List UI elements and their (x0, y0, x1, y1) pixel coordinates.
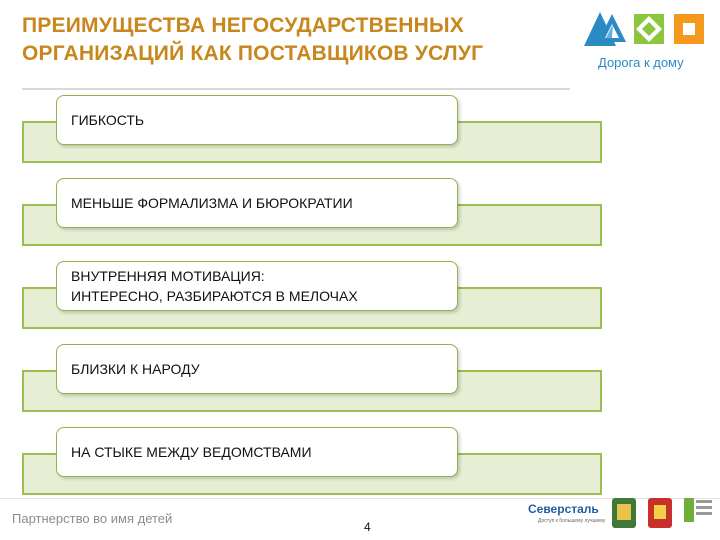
partner-emblems-icon (608, 496, 716, 536)
advantage-item (0, 261, 720, 351)
advantage-text: ИНТЕРЕСНО, РАЗБИРАЮТСЯ В МЕЛОЧАХ (71, 288, 358, 304)
page-number: 4 (364, 520, 371, 534)
advantage-item (0, 95, 720, 185)
severstal-tagline: Доступ к большему лучшему (538, 518, 606, 524)
advantage-card (56, 427, 458, 477)
road-home-logo-text: Дорога к дому (598, 55, 684, 70)
slide-title-line-1: ПРЕИМУЩЕСТВА НЕГОСУДАРСТВЕННЫХ (22, 14, 464, 37)
slide-title-line-2: ОРГАНИЗАЦИЙ КАК ПОСТАВЩИКОВ УСЛУГ (22, 42, 484, 65)
advantage-text: ВНУТРЕННЯЯ МОТИВАЦИЯ: (71, 268, 265, 284)
advantage-item (0, 178, 720, 268)
advantage-card (56, 178, 458, 228)
advantage-text: ГИБКОСТЬ (71, 112, 145, 128)
advantage-item (0, 344, 720, 434)
advantage-card (56, 95, 458, 145)
advantage-text: БЛИЗКИ К НАРОДУ (71, 361, 200, 377)
advantage-text: НА СТЫКЕ МЕЖДУ ВЕДОМСТВАМИ (71, 444, 312, 460)
title-divider (22, 88, 570, 90)
advantage-card (56, 261, 458, 311)
severstal-logo: Северсталь (528, 502, 599, 516)
footer-text: Партнерство во имя детей (12, 511, 173, 526)
advantage-card (56, 344, 458, 394)
slide-title (22, 12, 582, 68)
advantage-text: МЕНЬШЕ ФОРМАЛИЗМА И БЮРОКРАТИИ (71, 195, 353, 211)
